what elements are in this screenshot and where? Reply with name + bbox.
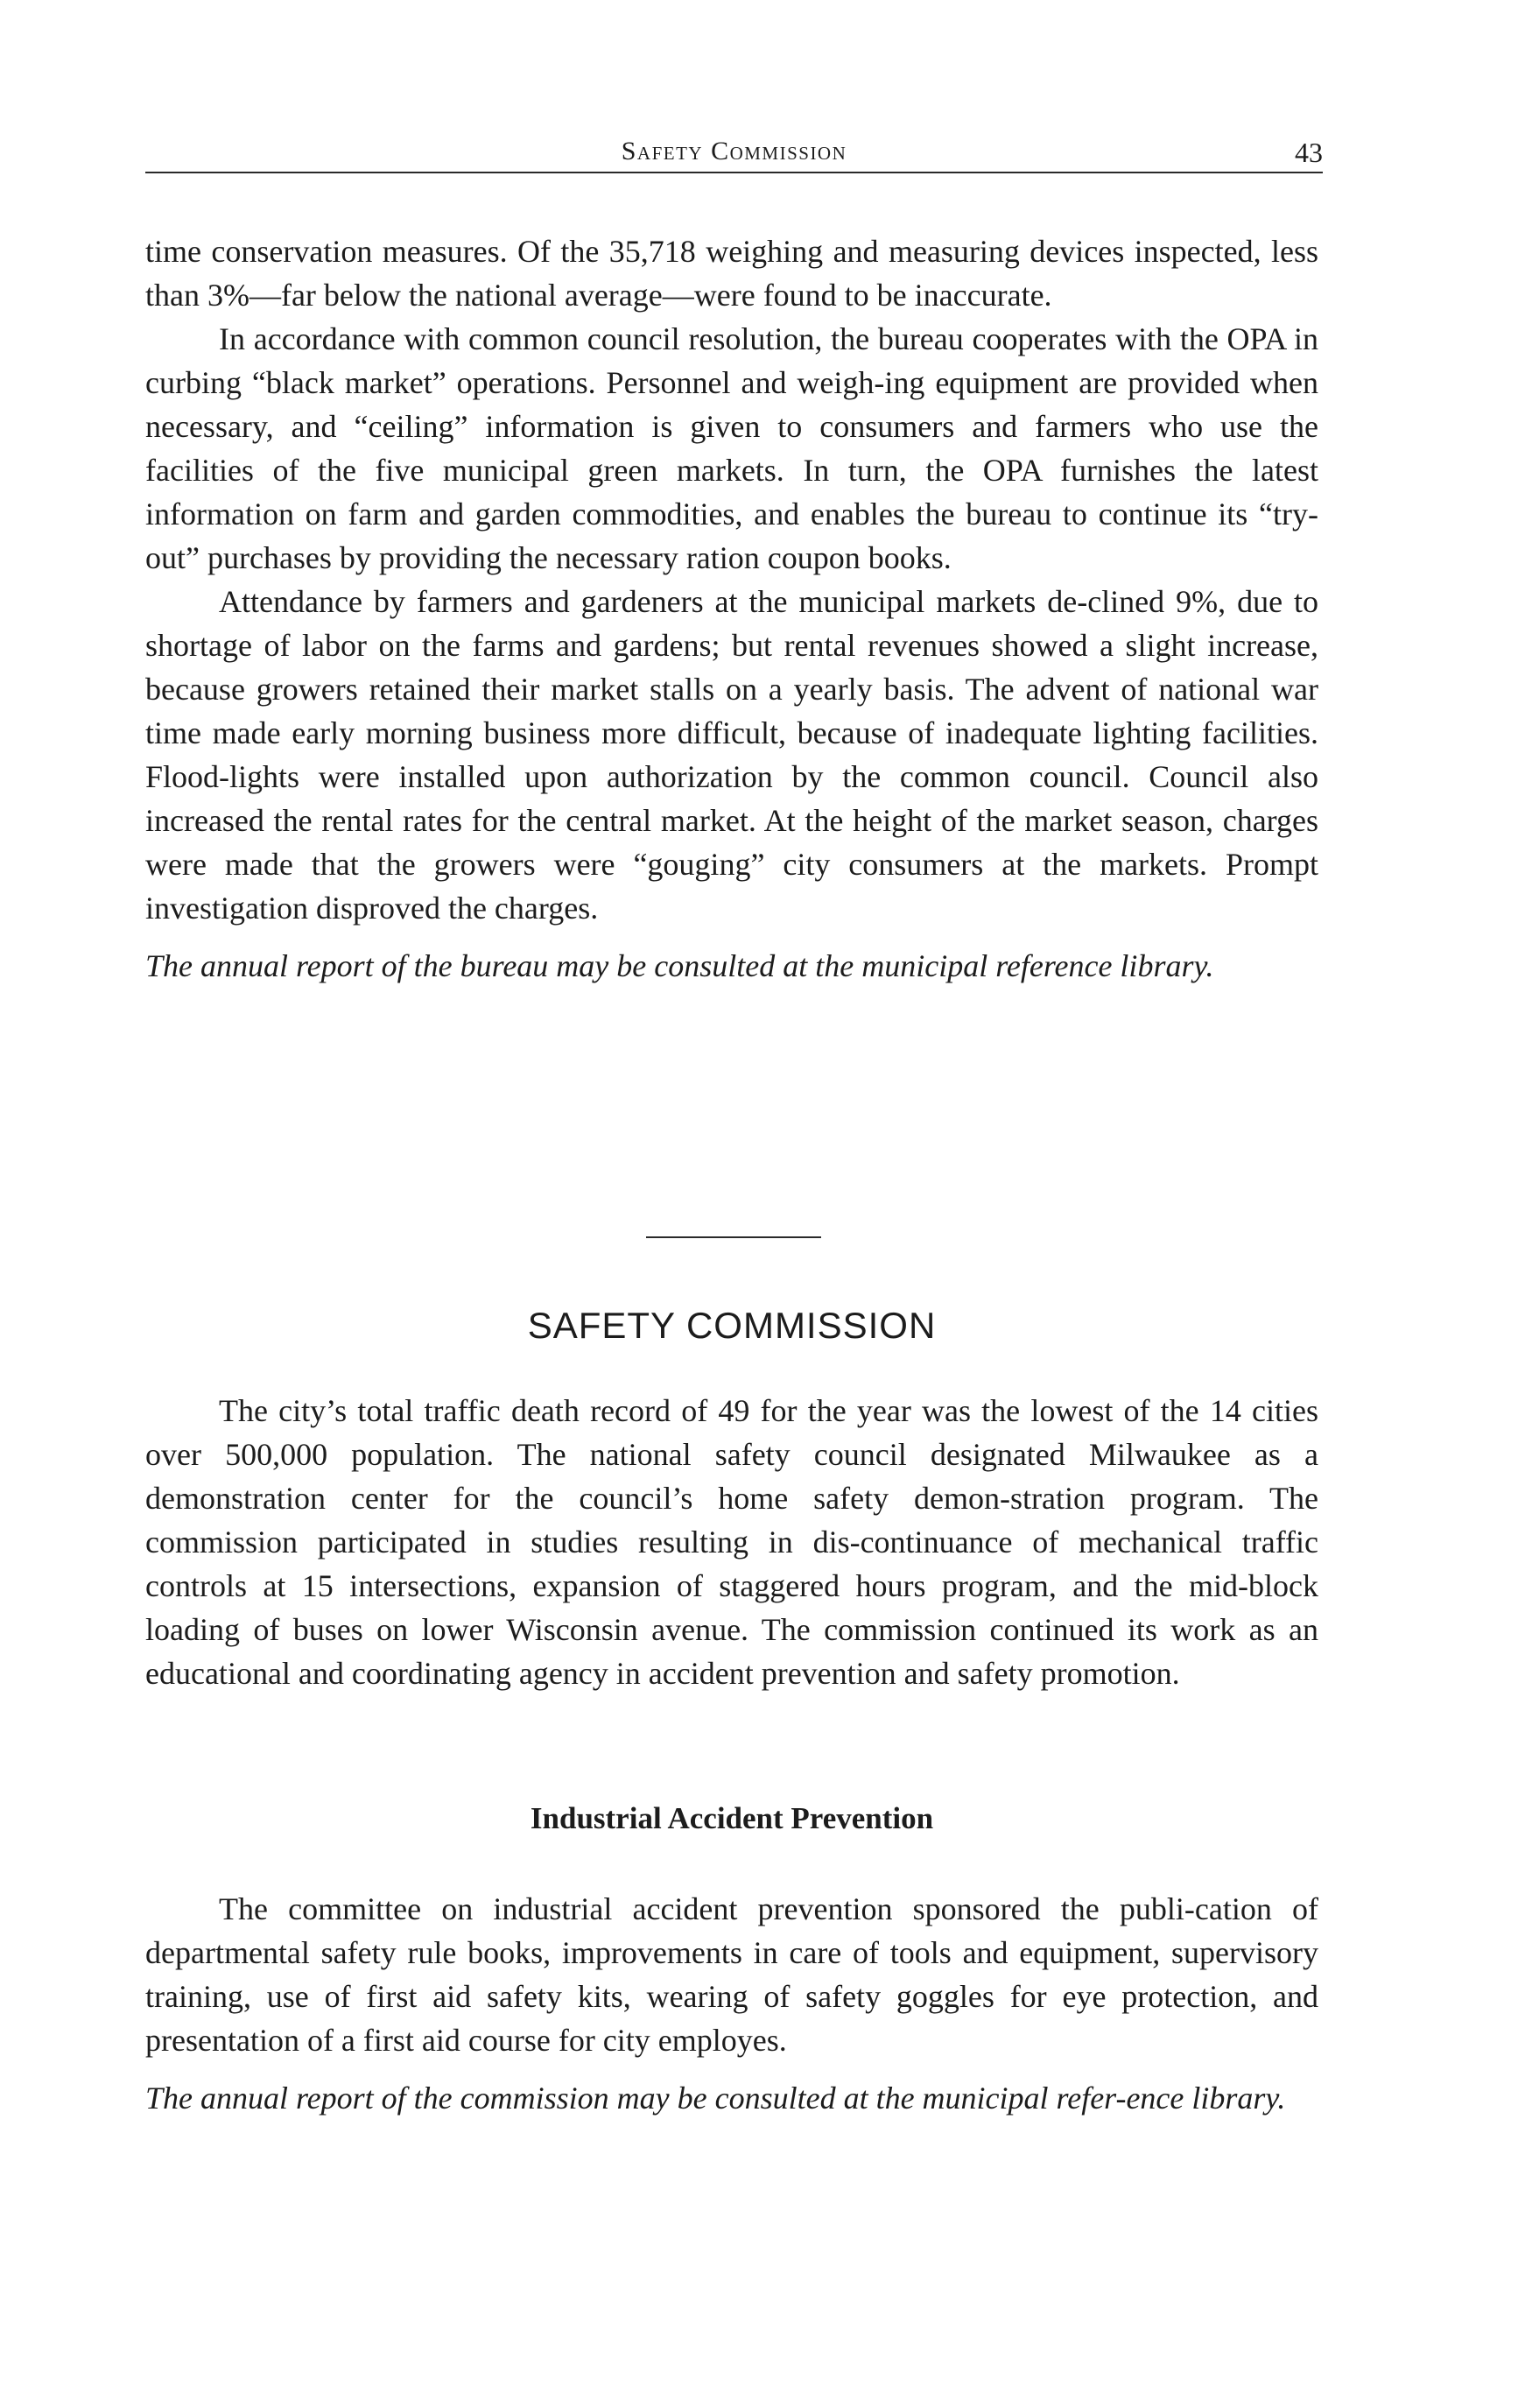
body-paragraph: time conservation measures. Of the 35,718 weighing and measuring devices inspected, less than 3%—far below the national average—were found to be inaccurate.	[145, 234, 1318, 313]
page-number: 43	[1295, 137, 1323, 168]
body-paragraph: Attendance by farmers and gardeners at the municipal markets de-clined 9%, due to shortage of labor on the farms and gardens; but rental revenues showed a slight increase, because growers retained their market stalls on a yearly basis. The advent of national war time made early morning business more difficult, because of inadequate lighting facilities. Flood-lights were installed upon authorization by the common council. Council also increased the rental rates for the central market. At the height of the market season, charges were made that the growers were “gouging” city consumers at the markets. Prompt investigation disproved the charges.	[145, 584, 1318, 926]
body-paragraph: The committee on industrial accident prevention sponsored the publi-cation of departmental safety rule books, improvements in care of tools and equipment, supervisory training, use of first aid safety kits, wearing of safety goggles for eye protection, and presentation of a first aid course for city employes.	[145, 1891, 1318, 2058]
section-heading: SAFETY COMMISSION	[527, 1305, 937, 1346]
safety-commission-section	[145, 1389, 1318, 1695]
section-divider	[646, 1236, 821, 1238]
reference-note: The annual report of the bureau may be consulted at the municipal reference library.	[145, 948, 1214, 983]
body-paragraph: The city’s total traffic death record of 49 for the year was the lowest of the 14 cities over 500,000 population. The national safety council designated Milwaukee as a demonstration center for the council’s home safety demon-stration program. The commission participated in studies resulting in dis-continuance of mechanical traffic controls at 15 intersections, expansion of staggered hours program, and the mid-block loading of buses on lower Wisconsin avenue. The commission continued its work as an educational and coordinating agency in accident prevention and safety promotion.	[145, 1393, 1318, 1691]
bureau-section	[145, 229, 1318, 988]
body-paragraph: In accordance with common council resolution, the bureau cooperates with the OPA in curbing “black market” operations. Personnel and weigh-ing equipment are provided when necessary, and “ceiling” information is given to consumers and farmers who use the facilities of the five municipal green markets. In turn, the OPA furnishes the latest information on farm and garden commodities, and enables the bureau to continue its “try-out” purchases by providing the necessary ration coupon books.	[145, 321, 1318, 575]
subsection-heading: Industrial Accident Prevention	[530, 1801, 934, 1835]
running-header	[145, 131, 1323, 173]
reference-note: The annual report of the commission may be consulted at the municipal refer-ence library.	[145, 2081, 1286, 2116]
industrial-accident-section	[145, 1887, 1318, 2120]
running-title: Safety Commission	[621, 137, 847, 165]
